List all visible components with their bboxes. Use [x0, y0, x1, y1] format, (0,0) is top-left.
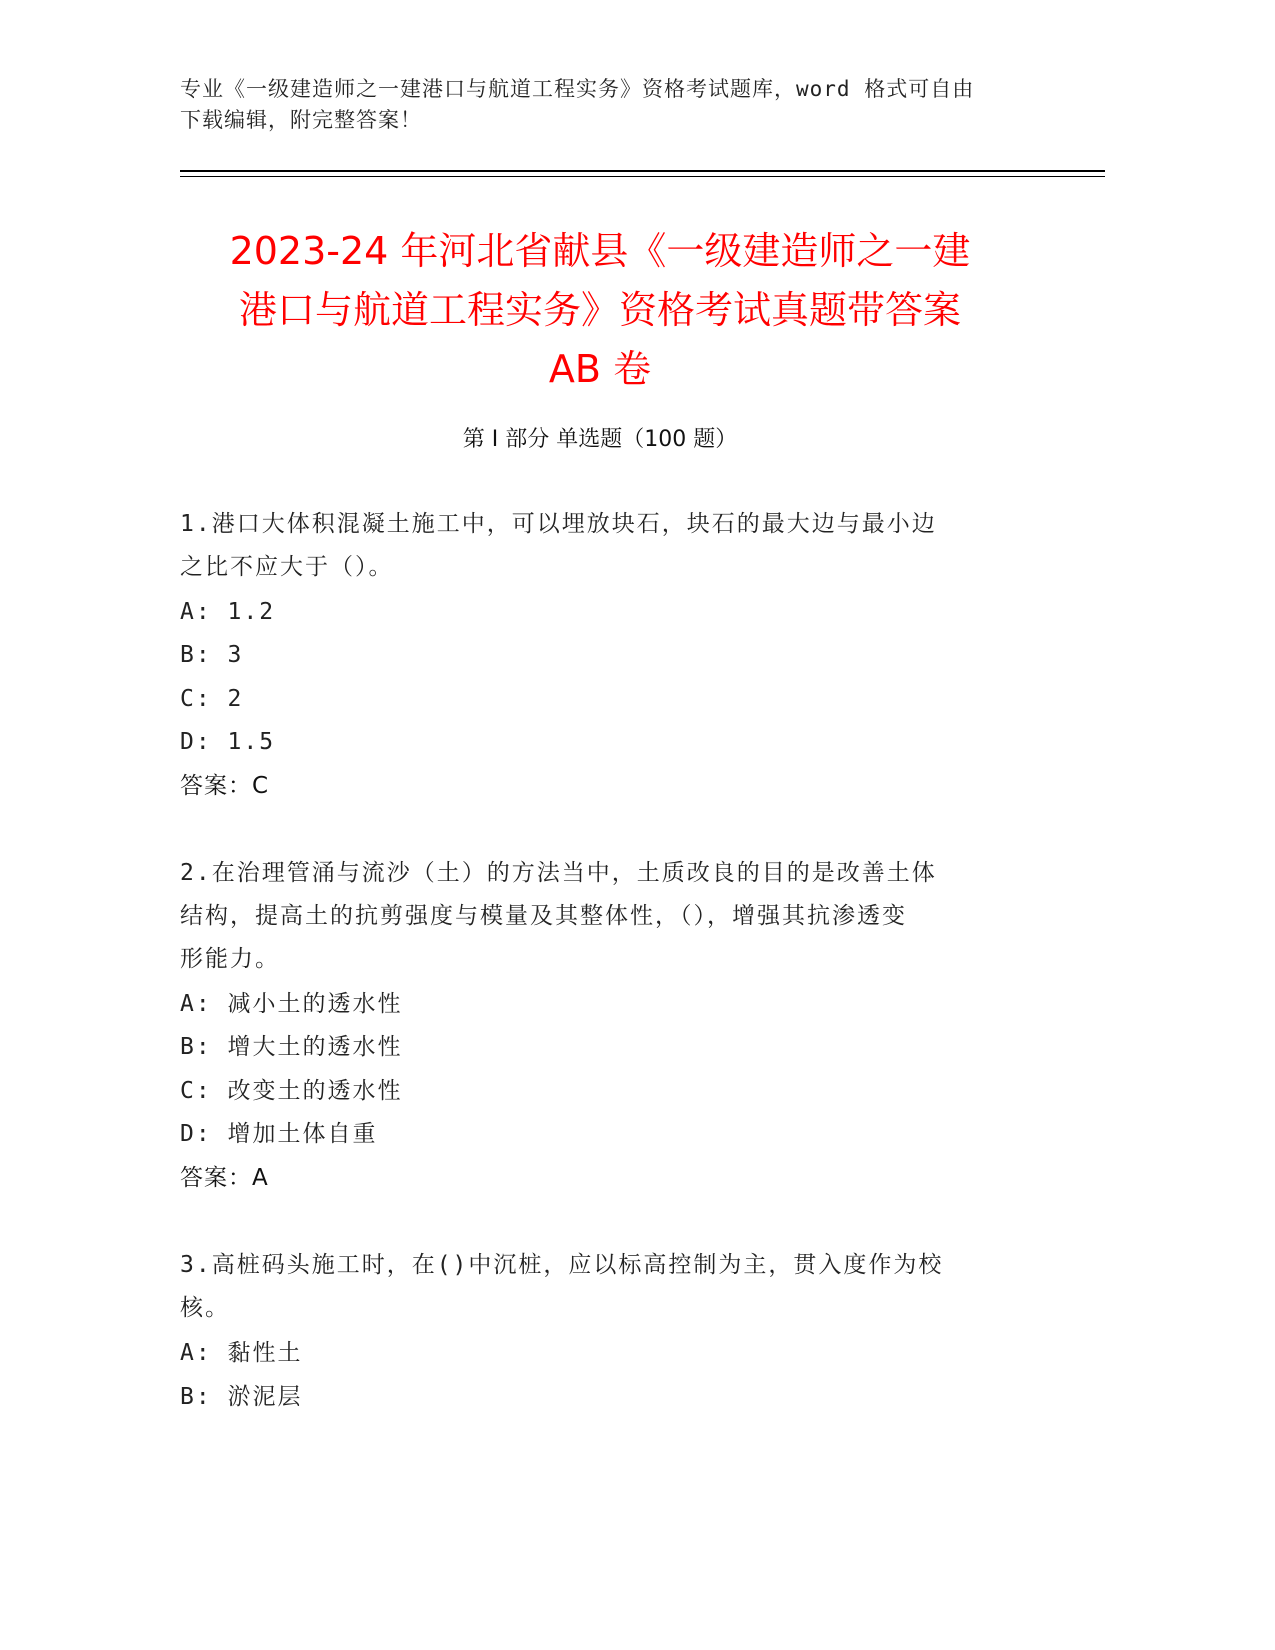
question-stem [180, 503, 1020, 589]
question-option: C: 2 [180, 686, 244, 712]
question-option: B: 增大土的透水性 [180, 1034, 403, 1060]
question-stem-line: 2.在治理管涌与流沙（土）的方法当中，土质改良的目的是改善土体 [180, 860, 937, 886]
question-stem-line: 之比不应大于（）。 [180, 554, 394, 580]
question-stem-line: 形能力。 [180, 946, 280, 972]
header-divider [180, 176, 1105, 177]
question-answer: 答案：A [180, 1165, 269, 1191]
header-divider [180, 170, 1105, 172]
title-line: 港口与航道工程实务》资格考试真题带答案 [238, 288, 961, 332]
header-note-line: 专业《一级建造师之一建港口与航道工程实务》资格考试题库，word 格式可自由 [180, 77, 975, 101]
question-option: A: 1.2 [180, 599, 276, 625]
header-note [180, 74, 1060, 136]
question-option: C: 改变土的透水性 [180, 1078, 403, 1104]
question-option: D: 1.5 [180, 729, 276, 755]
question-answer: 答案：C [180, 773, 270, 799]
question-option: B: 淤泥层 [180, 1384, 303, 1410]
question-option: D: 增加土体自重 [180, 1121, 378, 1147]
question-stem-line: 3.高桩码头施工时，在()中沉桩，应以标高控制为主，贯入度作为校 [180, 1252, 944, 1278]
question-stem-line: 核。 [180, 1295, 230, 1321]
question-stem [180, 1244, 1020, 1330]
question-stem [180, 852, 1020, 981]
title-line: 2023-24 年河北省献县《一级建造师之一建 [229, 229, 971, 273]
question-stem-line: 1.港口大体积混凝土施工中，可以埋放块石，块石的最大边与最小边 [180, 511, 937, 537]
question-option: A: 黏性土 [180, 1340, 303, 1366]
question-stem-line: 结构，提高土的抗剪强度与模量及其整体性，（），增强其抗渗透变 [180, 903, 907, 929]
question-option: B: 3 [180, 642, 244, 668]
document-title [150, 222, 1050, 399]
header-note-line: 下载编辑，附完整答案！ [180, 108, 422, 132]
question-option: A: 减小土的透水性 [180, 991, 403, 1017]
section-heading: 第 I 部分 单选题（100 题） [462, 427, 738, 452]
title-line: AB 卷 [548, 347, 652, 391]
